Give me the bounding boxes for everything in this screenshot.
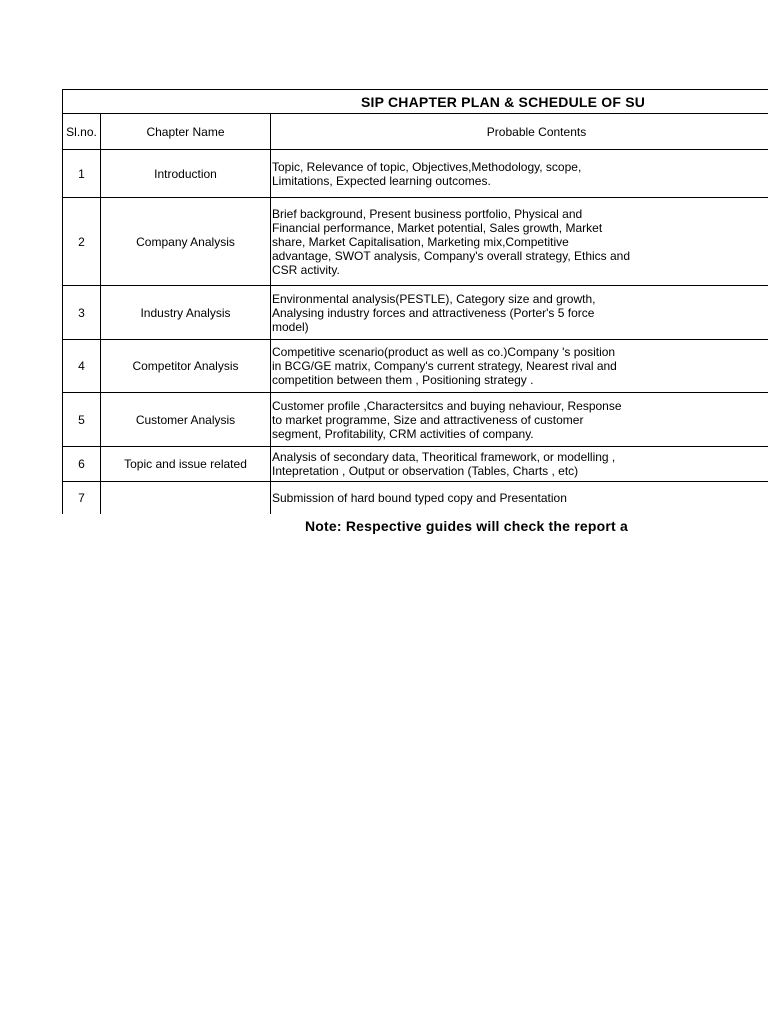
- table-row: [63, 393, 768, 447]
- content-line: Environmental analysis(PESTLE), Category size and growth,: [272, 291, 596, 306]
- row-slno: 5: [63, 393, 101, 447]
- row-slno: 3: [63, 286, 101, 340]
- header-slno: Sl.no.: [63, 114, 101, 150]
- content-line: to market programme, Size and attractiveness of customer: [272, 412, 584, 427]
- row-slno: 2: [63, 198, 101, 286]
- row-probable-contents: [271, 482, 768, 515]
- row-probable-contents: [271, 150, 768, 198]
- row-chapter-name: Competitor Analysis: [101, 340, 271, 393]
- content-line: Analysing industry forces and attractiveness (Porter's 5 force: [272, 305, 595, 320]
- content-line: Submission of hard bound typed copy and Presentation: [272, 491, 567, 505]
- note-text: Note: Respective guides will check the report a: [305, 518, 628, 534]
- row-chapter-name: Introduction: [101, 150, 271, 198]
- content-line: Analysis of secondary data, Theoritical framework, or modelling ,: [272, 450, 616, 464]
- row-slno: 1: [63, 150, 101, 198]
- content-line: Brief background, Present business portfolio, Physical and: [272, 206, 583, 221]
- content-line: competition between them , Positioning strategy .: [272, 373, 534, 387]
- row-chapter-name: Company Analysis: [101, 198, 271, 286]
- row-probable-contents: [271, 447, 768, 482]
- table-row: [63, 447, 768, 482]
- content-line: Topic, Relevance of topic, Objectives,Methodology, scope,: [272, 159, 582, 174]
- chapter-plan-table: [62, 89, 768, 514]
- table-row: [63, 150, 768, 198]
- content-line: Limitations, Expected learning outcomes.: [272, 173, 491, 188]
- chapter-plan-table-frame: [62, 89, 768, 514]
- content-line: advantage, SWOT analysis, Company's overall strategy, Ethics and: [272, 248, 631, 263]
- table-row: [63, 340, 768, 393]
- content-line: CSR activity.: [272, 262, 340, 277]
- header-chapter-name: Chapter Name: [101, 114, 271, 150]
- table-title: SIP CHAPTER PLAN & SCHEDULE OF SU: [63, 90, 768, 114]
- row-chapter-name: Topic and issue related: [101, 447, 271, 482]
- header-row: [63, 114, 768, 150]
- content-line: segment, Profitability, CRM activities of company.: [272, 426, 534, 441]
- row-chapter-name: Industry Analysis: [101, 286, 271, 340]
- table-row: [63, 286, 768, 340]
- row-slno: 6: [63, 447, 101, 482]
- content-line: in BCG/GE matrix, Company's current strategy, Nearest rival and: [272, 359, 617, 373]
- row-probable-contents: [271, 198, 768, 286]
- content-line: Customer profile ,Charactersitcs and buying nehaviour, Response: [272, 398, 622, 413]
- content-line: Intepretation , Output or observation (Tables, Charts , etc): [272, 464, 579, 478]
- row-chapter-name: [101, 482, 271, 515]
- content-line: Financial performance, Market potential, Sales growth, Market: [272, 220, 603, 235]
- title-row: [63, 90, 768, 114]
- table-row: [63, 198, 768, 286]
- row-slno: 4: [63, 340, 101, 393]
- row-probable-contents: [271, 340, 768, 393]
- content-line: share, Market Capitalisation, Marketing mix,Competitive: [272, 234, 569, 249]
- row-probable-contents: [271, 286, 768, 340]
- header-probable-contents: Probable Contents: [271, 114, 768, 150]
- row-probable-contents: [271, 393, 768, 447]
- row-chapter-name: Customer Analysis: [101, 393, 271, 447]
- table-row: [63, 482, 768, 515]
- content-line: Competitive scenario(product as well as co.)Company 's position: [272, 345, 616, 359]
- row-slno: 7: [63, 482, 101, 515]
- content-line: model): [272, 319, 309, 334]
